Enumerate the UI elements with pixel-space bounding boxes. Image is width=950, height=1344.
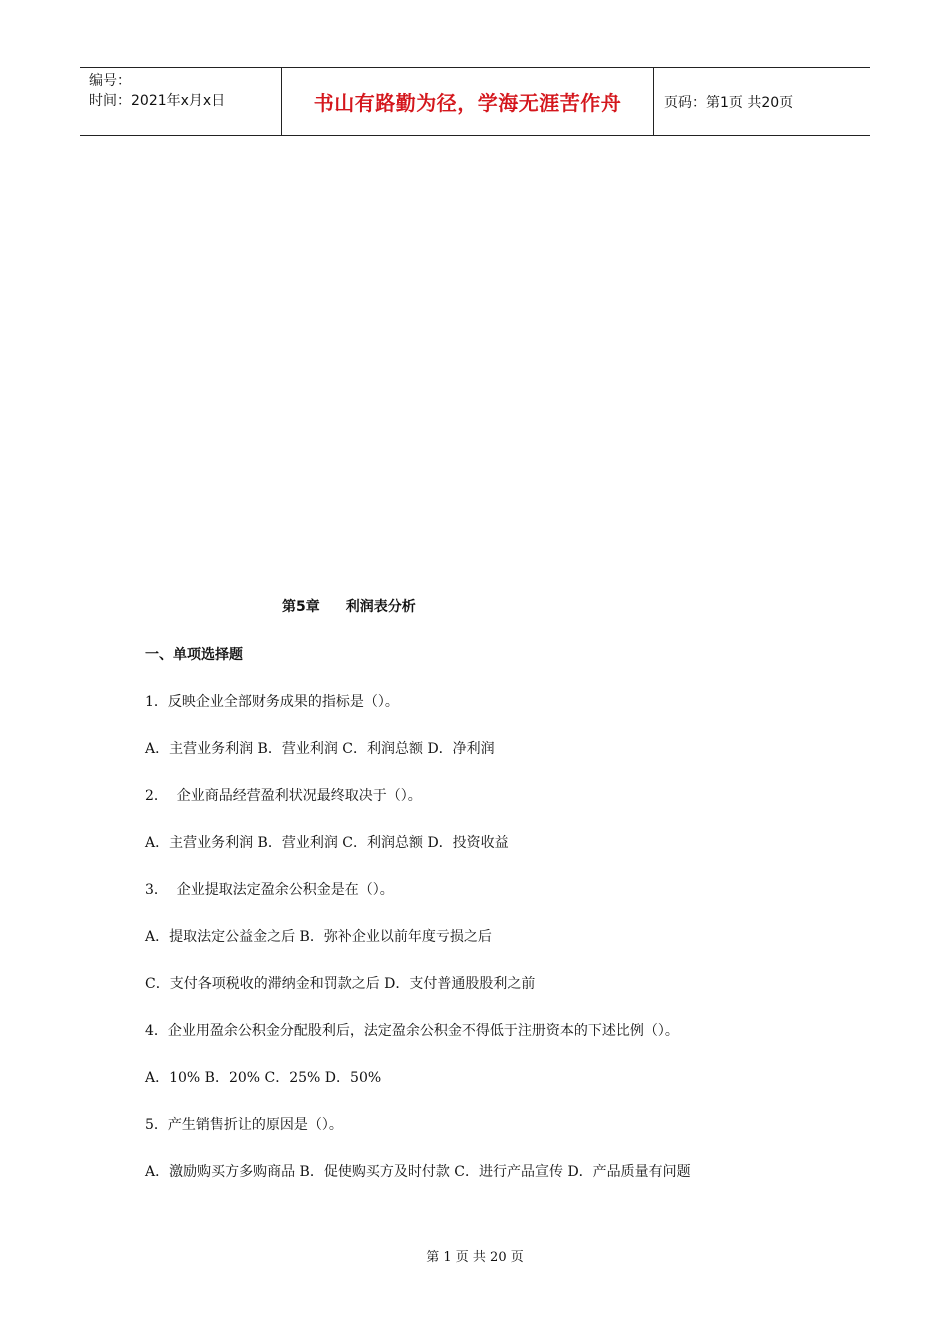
section-title: 一、单项选择题 xyxy=(145,647,243,663)
question-line: 1．反映企业全部财务成果的指标是（）。 xyxy=(145,694,399,710)
options-line: A．激励购买方多购商品 B．促使购买方及时付款 C．进行产品宣传 D．产品质量有问题 xyxy=(145,1164,691,1180)
header-motto: 书山有路勤为径，学海无涯苦作舟 xyxy=(281,68,654,135)
chapter-number: 第5章 xyxy=(282,599,320,615)
chapter-heading xyxy=(282,596,416,616)
chapter-title: 利润表分析 xyxy=(345,599,416,615)
options-line: C．支付各项税收的滞纳金和罚款之后 D．支付普通股股利之前 xyxy=(145,976,536,992)
options-line: A．10% B．20% C．25% D．50% xyxy=(145,1070,382,1086)
question-line: 3． 企业提取法定盈余公积金是在（）。 xyxy=(145,882,394,898)
document-time-label: 时间：2021年x月x日 xyxy=(89,93,226,109)
options-line: A．主营业务利润 B．营业利润 C．利润总额 D．净利润 xyxy=(145,741,495,757)
page-footer: 第 1 页 共 20 页 xyxy=(426,1250,524,1265)
header-table xyxy=(80,67,870,136)
options-line: A．提取法定公益金之后 B．弥补企业以前年度亏损之后 xyxy=(145,929,492,945)
header-meta-cell xyxy=(80,68,281,135)
document-number-label: 编号： xyxy=(89,73,131,89)
options-line: A．主营业务利润 B．营业利润 C．利润总额 D．投资收益 xyxy=(145,835,509,851)
question-line: 4．企业用盈余公积金分配股利后，法定盈余公积金不得低于注册资本的下述比例（）。 xyxy=(145,1023,679,1039)
header-page-info: 页码：第1页 共20页 xyxy=(664,94,794,111)
question-line: 5．产生销售折让的原因是（）。 xyxy=(145,1117,343,1133)
question-line: 2． 企业商品经营盈利状况最终取决于（）。 xyxy=(145,788,422,804)
